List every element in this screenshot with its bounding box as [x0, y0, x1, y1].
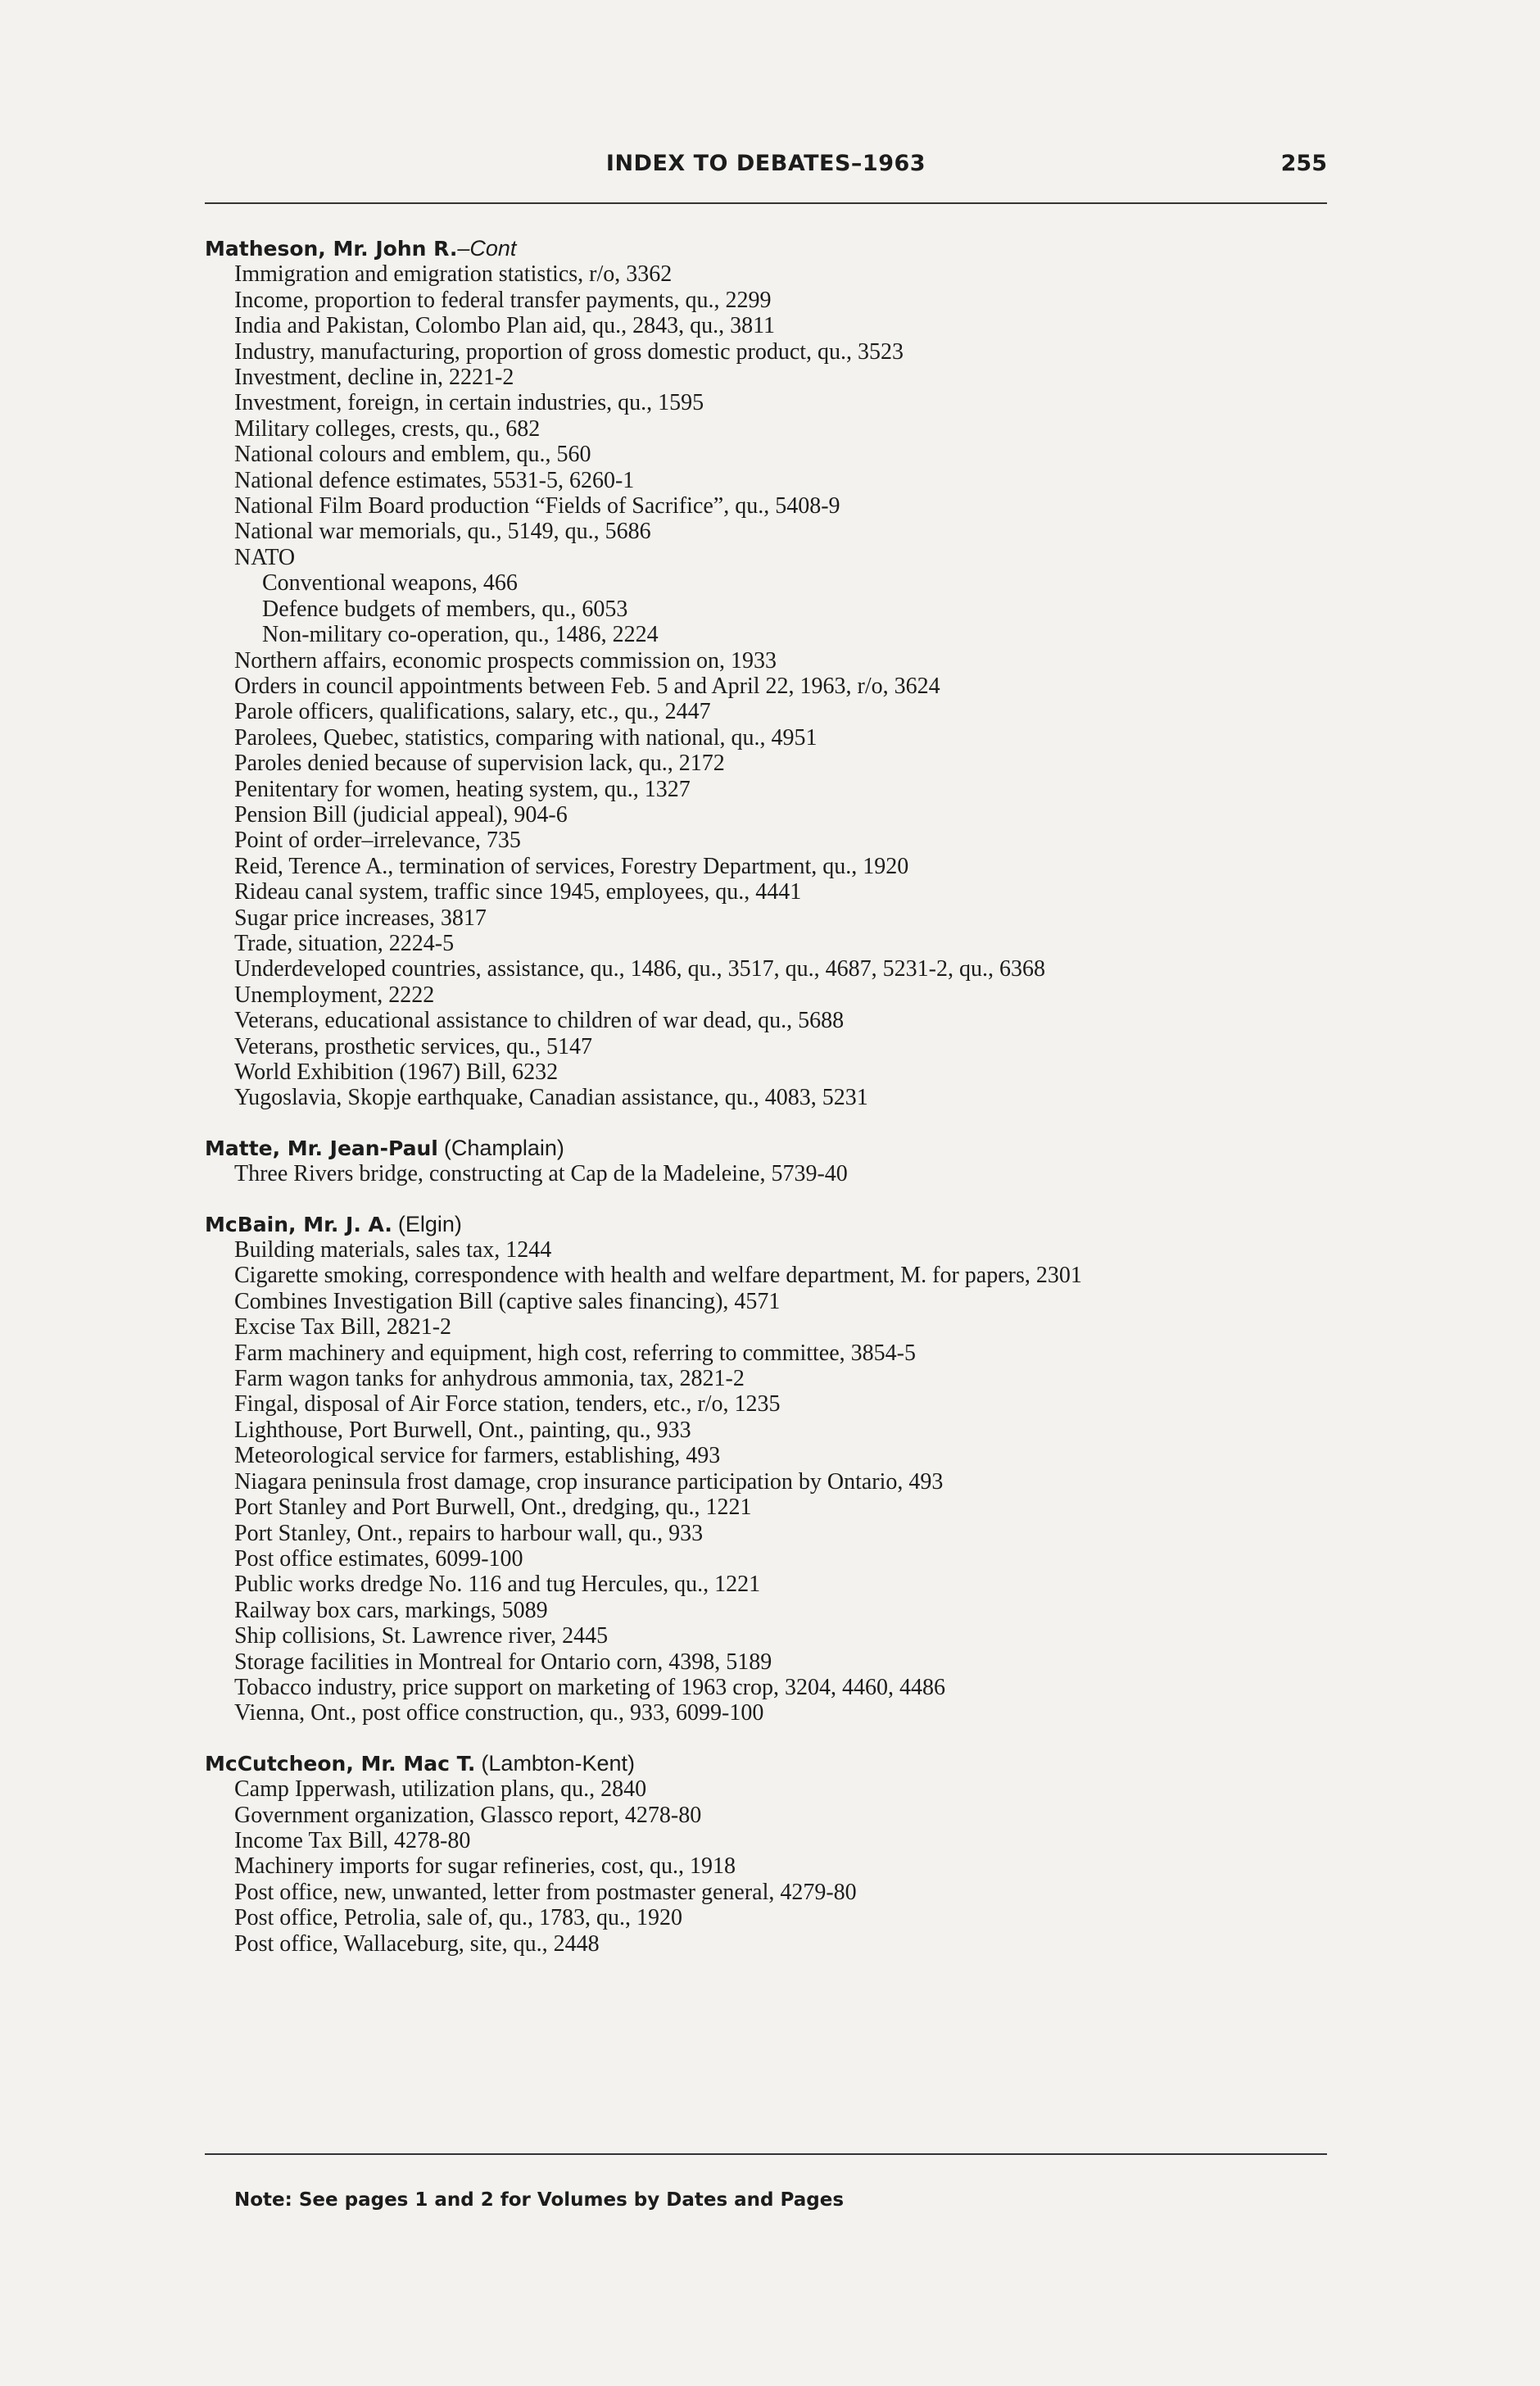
- riding-name: (Elgin): [397, 1211, 462, 1236]
- index-line: Sugar price increases, 3817: [234, 905, 487, 931]
- index-line: Pension Bill (judicial appeal), 904-6: [234, 801, 568, 828]
- index-line: Farm machinery and equipment, high cost, referring to committee, 3854-5: [234, 1340, 916, 1366]
- index-line: Veterans, prosthetic services, qu., 5147: [234, 1033, 592, 1059]
- index-line: Niagara peninsula frost damage, crop insurance participation by Ontario, 493: [234, 1468, 944, 1495]
- page-header: [205, 151, 1327, 184]
- index-line: Post office, Petrolia, sale of, qu., 1783, qu., 1920: [234, 1905, 682, 1931]
- index-line: Underdeveloped countries, assistance, qu., 1486, qu., 3517, qu., 4687, 5231-2, qu., 6368: [234, 956, 1045, 982]
- index-line: Public works dredge No. 116 and tug Hercules, qu., 1221: [234, 1572, 761, 1598]
- index-line: Tobacco industry, price support on marketing of 1963 crop, 3204, 4460, 4486: [234, 1674, 945, 1700]
- index-line: Camp Ipperwash, utilization plans, qu., 2840: [234, 1776, 647, 1803]
- index-line: Non-military co-operation, qu., 1486, 2224: [262, 622, 659, 648]
- index-line: Unemployment, 2222: [234, 982, 435, 1008]
- index-line: National defence estimates, 5531-5, 6260-1: [234, 467, 635, 493]
- member-name: McBain, Mr. J. A.: [205, 1212, 392, 1236]
- index-line: Port Stanley and Port Burwell, Ont., dredging, qu., 1221: [234, 1495, 752, 1521]
- index-line: National war memorials, qu., 5149, qu., 5686: [234, 519, 651, 545]
- index-line: Immigration and emigration statistics, r/o, 3362: [234, 261, 673, 288]
- index-line: India and Pakistan, Colombo Plan aid, qu., 2843, qu., 3811: [234, 313, 776, 339]
- index-line: Trade, situation, 2224-5: [234, 930, 455, 956]
- index-line: Northern affairs, economic prospects commission on, 1933: [234, 647, 777, 674]
- footer-note: Note: See pages 1 and 2 for Volumes by Dates and Pages: [234, 2189, 845, 2211]
- member-name: Matte, Mr. Jean-Paul: [205, 1136, 438, 1160]
- index-line: Government organization, Glassco report, 4278-80: [234, 1802, 702, 1828]
- index-line: Fingal, disposal of Air Force station, tenders, etc., r/o, 1235: [234, 1391, 781, 1418]
- index-entry: [205, 1212, 1368, 1726]
- index-line: Military colleges, crests, qu., 682: [234, 415, 541, 442]
- index-line: Post office estimates, 6099-100: [234, 1545, 523, 1572]
- index-line: Storage facilities in Montreal for Ontario corn, 4398, 5189: [234, 1649, 772, 1675]
- index-line: Ship collisions, St. Lawrence river, 2445: [234, 1623, 609, 1649]
- index-line: Post office, Wallaceburg, site, qu., 2448: [234, 1930, 600, 1957]
- index-entry: [205, 236, 1368, 1111]
- index-line: Post office, new, unwanted, letter from postmaster general, 4279-80: [234, 1879, 857, 1905]
- index-line: Parole officers, qualifications, salary, etc., qu., 2447: [234, 699, 711, 725]
- index-line: Income Tax Bill, 4278-80: [234, 1827, 471, 1853]
- index-line: Rideau canal system, traffic since 1945, employees, qu., 4441: [234, 879, 802, 905]
- index-line: Parolees, Quebec, statistics, comparing with national, qu., 4951: [234, 724, 818, 751]
- index-line: Investment, foreign, in certain industries, qu., 1595: [234, 390, 704, 416]
- header-rule: [205, 202, 1327, 204]
- continued-label: –Cont: [457, 236, 517, 261]
- index-line: Railway box cars, markings, 5089: [234, 1597, 548, 1623]
- member-name: McCutcheon, Mr. Mac T.: [205, 1751, 476, 1776]
- index-line: World Exhibition (1967) Bill, 6232: [234, 1059, 559, 1085]
- index-line: NATO: [234, 544, 296, 570]
- index-line: Point of order–irrelevance, 735: [234, 828, 521, 854]
- index-line: Meteorological service for farmers, establishing, 493: [234, 1443, 721, 1469]
- page-title: INDEX TO DEBATES–1963: [605, 151, 926, 176]
- index-line: Combines Investigation Bill (captive sales financing), 4571: [234, 1288, 781, 1314]
- index-line: Penitentary for women, heating system, qu., 1327: [234, 776, 691, 802]
- index-line: Port Stanley, Ont., repairs to harbour wall, qu., 933: [234, 1520, 704, 1546]
- riding-name: (Lambton-Kent): [481, 1750, 636, 1776]
- index-line: Income, proportion to federal transfer payments, qu., 2299: [234, 287, 772, 313]
- page-number: 255: [1280, 151, 1327, 176]
- entry-heading: [205, 1212, 1368, 1237]
- index-line: Farm wagon tanks for anhydrous ammonia, tax, 2821-2: [234, 1366, 745, 1392]
- index-line: Defence budgets of members, qu., 6053: [262, 596, 628, 622]
- index-line: Cigarette smoking, correspondence with health and welfare department, M. for papers, 2301: [234, 1263, 1082, 1289]
- member-name: Matheson, Mr. John R.: [205, 237, 458, 261]
- footer-rule: [205, 2153, 1327, 2155]
- index-entry: [205, 1136, 1368, 1187]
- index-content: [205, 236, 1368, 1981]
- index-line: Yugoslavia, Skopje earthquake, Canadian assistance, qu., 4083, 5231: [234, 1085, 868, 1111]
- index-line: Paroles denied because of supervision lack, qu., 2172: [234, 751, 725, 777]
- index-line: Machinery imports for sugar refineries, cost, qu., 1918: [234, 1853, 736, 1880]
- entry-heading: [205, 236, 1368, 261]
- riding-name: (Champlain): [443, 1135, 564, 1160]
- index-entry: [205, 1751, 1368, 1957]
- index-line: Conventional weapons, 466: [262, 570, 518, 596]
- index-line: Reid, Terence A., termination of services, Forestry Department, qu., 1920: [234, 853, 909, 879]
- index-line: Orders in council appointments between Feb. 5 and April 22, 1963, r/o, 3624: [234, 673, 940, 699]
- index-line: Investment, decline in, 2221-2: [234, 365, 514, 391]
- entry-heading: [205, 1136, 1368, 1161]
- index-line: Veterans, educational assistance to children of war dead, qu., 5688: [234, 1008, 845, 1034]
- index-line: Three Rivers bridge, constructing at Cap de la Madeleine, 5739-40: [234, 1161, 848, 1187]
- index-line: Industry, manufacturing, proportion of gross domestic product, qu., 3523: [234, 338, 904, 365]
- index-line: Building materials, sales tax, 1244: [234, 1237, 552, 1263]
- index-line: National colours and emblem, qu., 560: [234, 442, 591, 468]
- index-line: Lighthouse, Port Burwell, Ont., painting, qu., 933: [234, 1417, 691, 1443]
- entry-heading: [205, 1751, 1368, 1776]
- index-line: Excise Tax Bill, 2821-2: [234, 1314, 452, 1340]
- index-line: Vienna, Ont., post office construction, qu., 933, 6099-100: [234, 1700, 764, 1726]
- index-line: National Film Board production “Fields of Sacrifice”, qu., 5408-9: [234, 493, 840, 519]
